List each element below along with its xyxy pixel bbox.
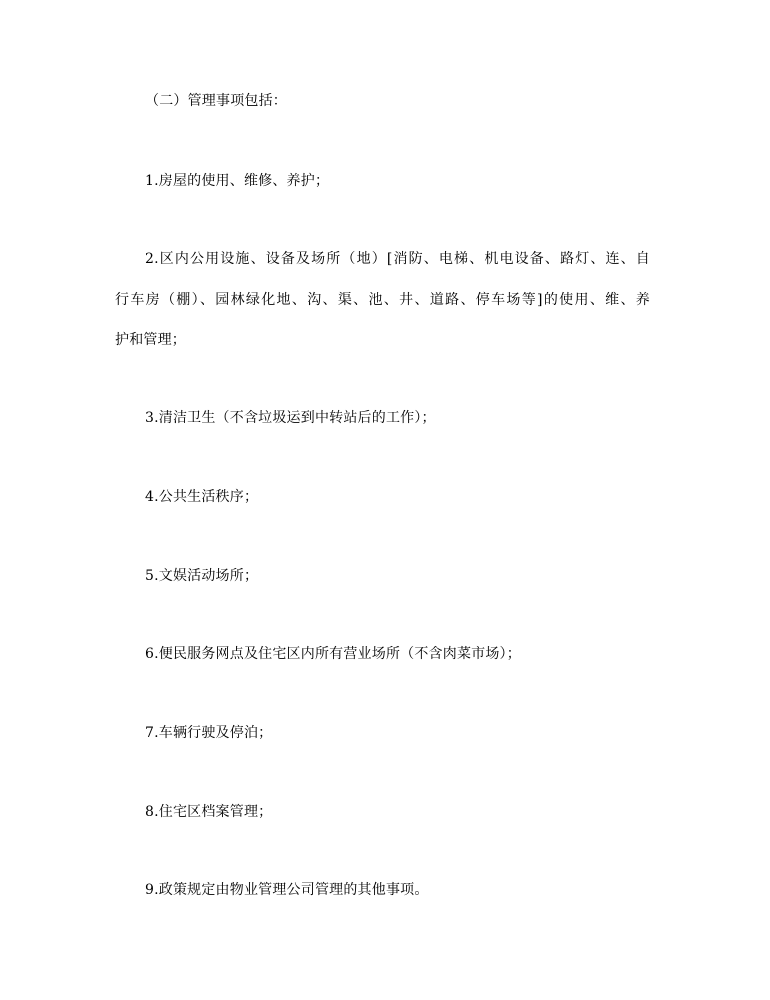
list-item-6: 6.便民服务网点及住宅区内所有营业场所（不含肉菜市场）； — [145, 646, 521, 662]
list-item-9: 9.政策规定由物业管理公司管理的其他事项。 — [145, 882, 429, 898]
list-item-2-line-1: 2.区内公用设施、设备及场所（地）[消防、电梯、机电设备、路灯、连、自 — [145, 251, 650, 267]
list-item-5: 5.文娱活动场所； — [145, 568, 259, 584]
section-heading: （二）管理事项包括： — [145, 93, 287, 109]
list-item-1: 1.房屋的使用、维修、养护； — [145, 173, 330, 189]
list-item-4: 4.公共生活秩序； — [145, 489, 259, 505]
list-item-2-line-3: 护和管理； — [115, 332, 186, 348]
list-item-3: 3.清洁卫生（不含垃圾运到中转站后的工作）； — [145, 410, 436, 426]
list-item-7: 7.车辆行驶及停泊； — [145, 725, 273, 741]
list-item-2-line-2: 行车房（棚）、园林绿化地、沟、渠、池、井、道路、停车场等]的使用、维、养 — [115, 292, 650, 308]
list-item-8: 8.住宅区档案管理； — [145, 804, 273, 820]
